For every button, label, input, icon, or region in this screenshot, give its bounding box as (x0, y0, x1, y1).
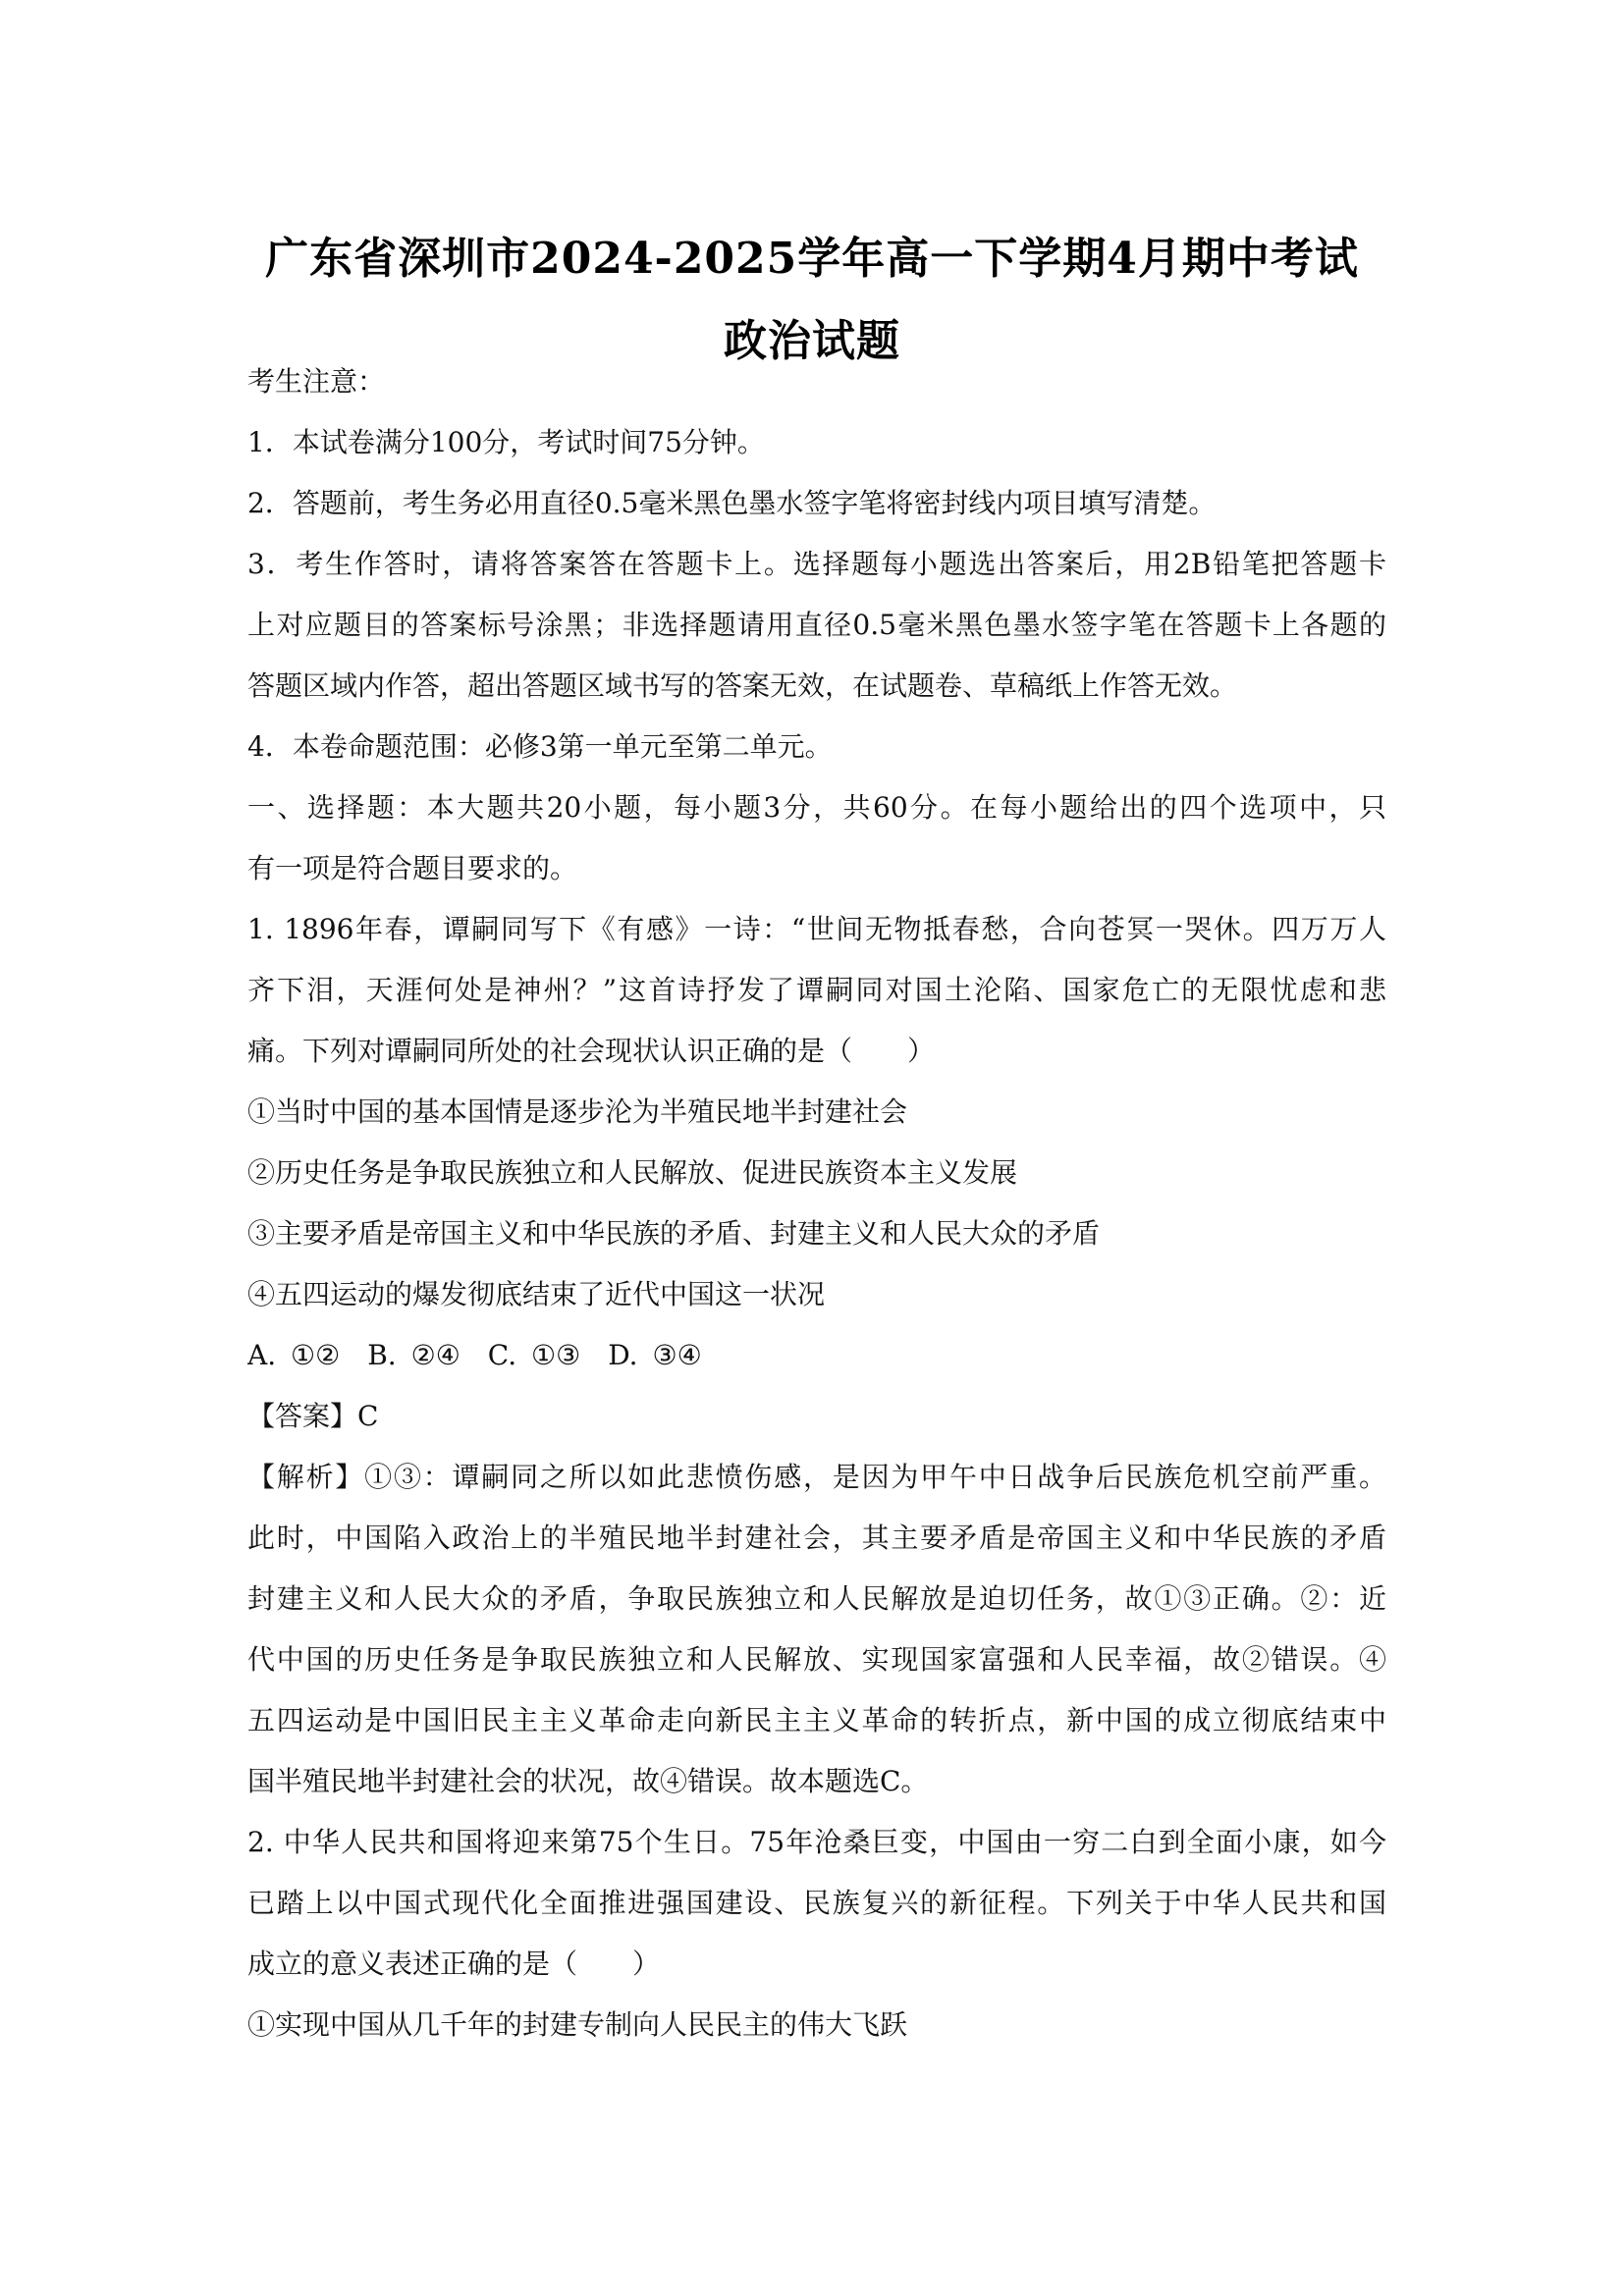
question-1-statement-1: ①当时中国的基本国情是逐步沦为半殖民地半封建社会 (247, 1095, 908, 1128)
notice-item-3-line-2: 上对应题目的答案标号涂黑；非选择题请用直径0.5毫米黑色墨水签字笔在答题卡上各题的 (247, 609, 1386, 641)
question-2-stem-line-2: 已踏上以中国式现代化全面推进强国建设、民族复兴的新征程。下列关于中华人民共和国 (247, 1887, 1386, 1919)
question-1-statement-2: ②历史任务是争取民族独立和人民解放、促进民族资本主义发展 (247, 1156, 1018, 1189)
question-2-statement-1: ①实现中国从几千年的封建专制向人民民主的伟大飞跃 (247, 2008, 908, 2041)
question-1-options: A. ①② B. ②④ C. ①③ D. ③④ (247, 1339, 702, 1371)
question-1-analysis-line-5: 五四运动是中国旧民主主义革命走向新民主主义革命的转折点，新中国的成立彻底结束中 (247, 1704, 1386, 1736)
question-1-stem-line-1: 1. 1896年春，谭嗣同写下《有感》一诗：“世间无物抵春愁，合向苍冥一哭休。四万万人 (247, 913, 1386, 945)
section-heading-line-2: 有一项是符合题目要求的。 (247, 852, 578, 884)
question-1-analysis-line-6: 国半殖民地半封建社会的状况，故④错误。故本题选C。 (247, 1765, 929, 1797)
title-line-1: 广东省深圳市2024-2025学年高一下学期4月期中考试 (265, 234, 1359, 284)
section-heading (247, 777, 1386, 899)
title-line-2: 政治试题 (724, 316, 900, 366)
notice-item-3-line-3: 答题区域内作答，超出答题区域书写的答案无效，在试题卷、草稿纸上作答无效。 (247, 669, 1238, 702)
notice-item-1: 1．本试卷满分100分，考试时间75分钟。 (247, 426, 765, 458)
exam-content (247, 351, 1386, 2056)
question-1-statement-3: ③主要矛盾是帝国主义和中华民族的矛盾、封建主义和人民大众的矛盾 (247, 1217, 1101, 1250)
question-2-stem-line-3: 成立的意义表述正确的是（ ） (247, 1948, 661, 1980)
question-2-stem-line-1: 2. 中华人民共和国将迎来第75个生日。75年沧桑巨变，中国由一穷二白到全面小康，如今 (247, 1826, 1386, 1858)
notice-item-4: 4．本卷命题范围：必修3第一单元至第二单元。 (247, 730, 833, 763)
question-1-stem-line-3: 痛。下列对谭嗣同所处的社会现状认识正确的是（ ） (247, 1035, 936, 1067)
question-1-stem-line-2: 齐下泪，天涯何处是神州？”这首诗抒发了谭嗣同对国土沦陷、国家危亡的无限忧虑和悲 (247, 974, 1386, 1006)
question-1-analysis-line-1: 【解析】①③：谭嗣同之所以如此悲愤伤感，是因为甲午中日战争后民族危机空前严重。 (247, 1461, 1386, 1493)
question-1-analysis-line-3: 封建主义和人民大众的矛盾，争取民族独立和人民解放是迫切任务，故①③正确。②：近 (247, 1582, 1386, 1615)
question-1-analysis-line-2: 此时，中国陷入政治上的半殖民地半封建社会，其主要矛盾是帝国主义和中华民族的矛盾 (247, 1522, 1386, 1554)
question-1-analysis-line-4: 代中国的历史任务是争取民族独立和人民解放、实现国家富强和人民幸福，故②错误。④ (247, 1643, 1386, 1676)
question-2 (247, 1812, 1386, 2056)
question-1 (247, 899, 1386, 1812)
question-1-statement-4: ④五四运动的爆发彻底结束了近代中国这一状况 (247, 1278, 826, 1310)
section-heading-line-1: 一、选择题：本大题共20小题，每小题3分，共60分。在每小题给出的四个选项中，只 (247, 791, 1386, 824)
notice-section (247, 351, 1386, 777)
notice-item-2: 2．答题前，考生务必用直径0.5毫米黑色墨水签字笔将密封线内项目填写清楚。 (247, 487, 1217, 519)
notice-heading: 考生注意： (247, 365, 386, 398)
notice-item-3-line-1: 3．考生作答时，请将答案答在答题卡上。选择题每小题选出答案后，用2B铅笔把答题卡 (247, 548, 1386, 580)
question-1-answer: 【答案】C (247, 1400, 379, 1432)
